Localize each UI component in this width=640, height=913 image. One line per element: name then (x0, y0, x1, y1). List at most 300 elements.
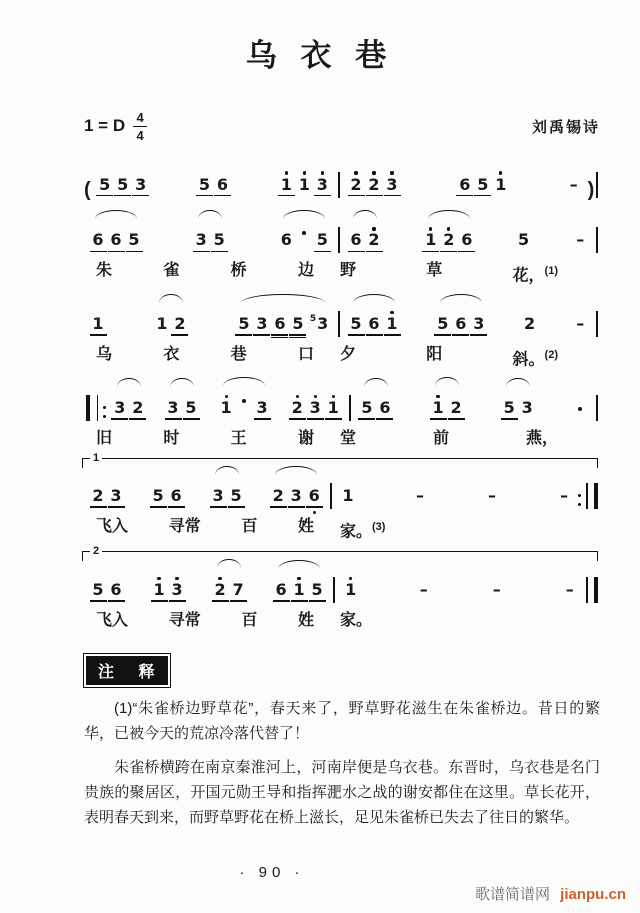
beam-underline (114, 195, 131, 197)
note (298, 226, 310, 259)
note-row (558, 482, 570, 515)
note-row (291, 394, 339, 427)
barline (596, 172, 598, 198)
note-digit (300, 231, 308, 241)
digit-glyph: 5 (361, 397, 373, 417)
beam-slot (574, 249, 586, 255)
digit-glyph: 5 (350, 313, 362, 333)
note (316, 226, 328, 259)
note-digit (110, 581, 121, 599)
lyrics-measure (84, 344, 326, 371)
beam-underline (314, 251, 331, 253)
note-digit (386, 176, 397, 194)
note-row (280, 171, 328, 204)
beam-slot (274, 333, 286, 339)
lyric-syllable: 桥 (230, 262, 247, 280)
beam-underline (169, 600, 186, 602)
slur-arc (506, 378, 530, 387)
digit-glyph: 3 (110, 485, 122, 505)
note-digit (368, 176, 379, 194)
note (503, 394, 515, 427)
lyric-syllable: 姓 (297, 517, 314, 535)
beam-slot (486, 505, 498, 511)
note (461, 226, 473, 259)
lyrics-line (84, 344, 600, 371)
digit-glyph: 5 (92, 580, 104, 600)
note-digit (221, 399, 232, 417)
note (152, 482, 164, 515)
beam-slot (238, 409, 250, 415)
note-digit (461, 231, 472, 249)
note-digit (274, 315, 285, 333)
beam-slot (316, 249, 328, 255)
beam-underline (168, 506, 185, 508)
note (153, 576, 165, 609)
digit-glyph: 2 (368, 174, 380, 194)
note-group (558, 466, 570, 515)
lyric-syllable: 朱 (96, 262, 113, 280)
note-digit (310, 315, 328, 333)
note-group (574, 386, 586, 427)
lyric-syllable: 旧 (96, 429, 113, 447)
beam-underline (196, 195, 213, 197)
digit-glyph: 3 (521, 397, 533, 417)
lyric-syllable: 飞入 (96, 517, 129, 535)
lyrics-line (84, 610, 600, 632)
note (443, 226, 455, 259)
slur-arc (159, 294, 183, 303)
digit-glyph: 1 (342, 485, 354, 505)
digit-glyph: 2 (132, 397, 144, 417)
digit-glyph: 5 (213, 230, 225, 250)
digit-glyph: 2 (272, 485, 284, 505)
digit-glyph: 3 (473, 313, 485, 333)
note-digit (504, 399, 515, 417)
beam-underline (151, 600, 168, 602)
beam-slot (256, 417, 268, 423)
beam-slot (110, 599, 122, 605)
beam-slot (232, 599, 244, 605)
beam-slot (473, 333, 485, 339)
note-group (238, 294, 328, 343)
slur-arc (198, 210, 222, 219)
note (99, 171, 111, 204)
barline (596, 311, 598, 337)
beam-slot (368, 249, 380, 255)
note-digit (99, 176, 110, 194)
note-group (92, 210, 140, 259)
beam-underline (458, 251, 475, 253)
notation-line (84, 294, 600, 343)
note (174, 310, 186, 343)
measure (84, 294, 336, 343)
note (230, 482, 242, 515)
note-row (345, 576, 357, 609)
beam-slot (230, 505, 242, 511)
beam-slot (272, 505, 284, 511)
note-group (291, 377, 339, 427)
note (212, 482, 224, 515)
thin-bar (586, 483, 588, 509)
lyric-syllable: 斜。$^{(2)}$ (512, 348, 558, 369)
annotation-ref: (3) (372, 520, 386, 533)
beam-underline (289, 337, 306, 339)
note-digit (379, 399, 390, 417)
time-signature (133, 111, 147, 142)
note (198, 171, 210, 204)
note (216, 171, 228, 204)
digit-glyph: 2 (523, 313, 536, 333)
thin-bar (586, 577, 588, 603)
note-group (156, 294, 186, 343)
barline (349, 395, 351, 421)
note-digit (432, 399, 443, 417)
note-digit (450, 399, 461, 417)
close-paren: ) (587, 178, 595, 201)
note-row (272, 482, 320, 515)
slur-arc (217, 559, 241, 568)
open-paren: ( (84, 178, 91, 201)
octave-dot (578, 494, 581, 497)
note-row (195, 226, 225, 259)
note (524, 310, 536, 343)
note (455, 310, 467, 343)
lyric-syllable: 飞入 (96, 612, 129, 630)
lyric-syllable: 边 (297, 262, 314, 280)
note-digit (368, 231, 379, 249)
digit-glyph: 3 (135, 174, 147, 194)
note-group (92, 294, 104, 343)
digit-glyph: 2 (368, 230, 380, 250)
watermark-site: 歌谱简谱网 (474, 886, 550, 903)
note-group (280, 154, 328, 204)
digit-glyph: 3 (256, 313, 268, 333)
note-row (432, 394, 462, 427)
note (368, 226, 380, 259)
note (308, 482, 320, 515)
beam-underline (271, 334, 288, 336)
beam-underline (456, 195, 473, 197)
page-title: 乌 衣 巷 (245, 38, 395, 73)
note (110, 482, 122, 515)
note (167, 394, 179, 427)
note-row (503, 394, 533, 427)
beam-slot (455, 333, 467, 339)
note-digit (114, 399, 125, 417)
note-row (238, 310, 328, 343)
note-group (153, 559, 183, 609)
barline (330, 483, 332, 509)
note-group (342, 466, 354, 515)
note-digit (488, 487, 496, 505)
note-group (524, 294, 536, 343)
digit-glyph: 1 (298, 174, 310, 194)
lyric-syllable: 家。 (340, 612, 373, 630)
beam-slot (214, 599, 226, 605)
beam-slot (368, 333, 380, 339)
note-group (574, 210, 586, 259)
note-digit (522, 399, 533, 417)
note (292, 310, 304, 343)
digit-glyph: 2 (214, 580, 226, 600)
thick-bar (594, 577, 598, 603)
note (425, 226, 437, 259)
beam-underline (288, 506, 305, 508)
note (92, 482, 104, 515)
beam-slot (298, 241, 310, 247)
beam-underline (348, 334, 365, 336)
note-digit (170, 487, 181, 505)
beam-slot (432, 417, 444, 423)
measure (106, 377, 347, 427)
note (238, 310, 250, 343)
lyric-syllable: 燕， (525, 429, 558, 447)
note-digit (281, 176, 292, 194)
note (275, 576, 287, 609)
lyric-syllable: 百 (241, 517, 258, 535)
note (135, 171, 147, 204)
beam-underline (434, 334, 451, 336)
note-group (350, 294, 398, 343)
note-group (350, 154, 398, 204)
note-row (491, 576, 503, 609)
digit-glyph: 2 (450, 397, 462, 417)
note-paragraph-2: 朱雀桥横跨在南京秦淮河上，河南岸便是乌衣巷。东晋时，乌衣巷是名门贵族的聚居区，开国元勋王导和指挥淝水之战的谢安都住在这里。草长花开，表明春天到来，而野草野花在桥上滋长，足见朱雀桥已失去了往日的繁华。 (84, 759, 600, 827)
note-digit (455, 315, 466, 333)
note-group (275, 560, 323, 609)
note-digit (566, 581, 574, 599)
note-digit (153, 581, 164, 599)
note-digit (386, 315, 397, 333)
lyric-syllable: 草 (426, 262, 443, 280)
digit-glyph: 3 (195, 230, 207, 250)
beam-underline (235, 334, 252, 336)
note-group (432, 377, 462, 427)
watermark (475, 883, 626, 904)
measure (84, 210, 336, 259)
note-digit (214, 581, 225, 599)
note (521, 394, 533, 427)
lyric-syllable: 阳 (426, 345, 443, 363)
note-digit (317, 231, 328, 249)
sheet-music-page (0, 30, 640, 903)
beam-slot (198, 194, 210, 200)
repeat-start-bar (84, 395, 106, 427)
note-digit (570, 176, 578, 194)
lyric-syllable: 乌 (96, 345, 113, 363)
digit-glyph: 3 (167, 397, 179, 417)
digit-glyph: 6 (92, 230, 104, 250)
beam-slot (310, 333, 328, 339)
note (361, 394, 373, 427)
beam-slot (110, 505, 122, 511)
note-digit (92, 581, 103, 599)
lyrics-line (84, 516, 600, 543)
note-digit (292, 399, 303, 417)
notes-header: 注 释 (84, 654, 170, 687)
note-row (92, 576, 122, 609)
digit-glyph: 5 (437, 313, 449, 333)
measure (84, 559, 331, 609)
measure (84, 466, 328, 515)
digit-glyph: – (560, 485, 569, 505)
beam-underline (366, 251, 383, 253)
note (291, 394, 303, 427)
note (345, 576, 357, 609)
note-group (486, 466, 498, 515)
slur-arc (95, 210, 137, 219)
note-digit (368, 315, 379, 333)
lyrics-measure (328, 260, 600, 287)
note-digit (213, 487, 224, 505)
slur-arc (170, 378, 194, 387)
lyric-syllable: 夕 (340, 345, 357, 363)
note (491, 576, 503, 609)
note (185, 394, 197, 427)
barline (338, 311, 340, 337)
thick-bar (594, 483, 598, 509)
note-digit (350, 231, 361, 249)
octave-dot (578, 503, 581, 506)
beam-underline (348, 195, 365, 197)
lyric-syllable: 堂 (340, 429, 357, 447)
digit-glyph: 2 (443, 230, 455, 250)
beam-underline (111, 418, 128, 420)
note-digit (171, 581, 182, 599)
beam-underline (452, 334, 469, 336)
beam-underline (90, 506, 107, 508)
beam-slot (450, 417, 462, 423)
note-digit (350, 315, 361, 333)
note-group (220, 377, 268, 427)
attribution: 刘禹锡诗 (531, 118, 600, 136)
note-group (518, 210, 530, 259)
note-group (152, 466, 182, 515)
digit-glyph: 3 (171, 580, 183, 600)
beam-slot (316, 194, 328, 200)
beam-slot (152, 505, 164, 511)
beam-slot (99, 194, 111, 200)
beam-underline (171, 334, 188, 336)
slur-arc (364, 378, 388, 387)
note-row (437, 310, 485, 343)
digit-glyph: 6 (216, 174, 229, 194)
note (342, 482, 354, 515)
digit-glyph: 3 (317, 313, 329, 333)
note-row (153, 576, 183, 609)
note-digit (135, 176, 146, 194)
beam-slot (386, 194, 398, 200)
beam-underline (230, 600, 247, 602)
measure (353, 377, 594, 427)
note-digit (92, 315, 103, 333)
key-signature (84, 111, 147, 142)
digit-glyph: 6 (308, 485, 320, 505)
note-digit (310, 399, 321, 417)
note (232, 576, 244, 609)
note-digit (576, 231, 584, 249)
note-group (459, 155, 507, 204)
augmentation-dot (578, 407, 582, 411)
beam-slot (280, 194, 292, 200)
lyrics-measure (328, 516, 600, 543)
beam-underline (214, 195, 231, 197)
note (518, 226, 530, 259)
note-digit (217, 176, 228, 194)
beam-slot (459, 194, 471, 200)
beam-underline (470, 334, 487, 336)
digit-glyph: 6 (455, 313, 467, 333)
note-digit (576, 315, 584, 333)
beam-slot (425, 249, 437, 255)
note-digit (167, 399, 178, 417)
note-group (92, 466, 122, 515)
digit-glyph: 3 (212, 485, 224, 505)
note-row (574, 310, 586, 343)
slur-arc (241, 294, 325, 303)
note (272, 482, 284, 515)
barline (596, 227, 598, 253)
note-group (280, 210, 328, 259)
beam-slot (135, 194, 147, 200)
beam-slot (368, 194, 380, 200)
note-group (198, 155, 228, 204)
lyrics-measure (84, 260, 326, 287)
digit-glyph: – (492, 580, 501, 600)
note-digit (231, 487, 242, 505)
beam-slot (153, 599, 165, 605)
beam-underline (358, 418, 375, 420)
digit-glyph: 5 (311, 580, 323, 600)
beam-slot (437, 333, 449, 339)
beam-slot (345, 599, 357, 605)
content (84, 111, 600, 830)
note-row (418, 576, 430, 609)
note (170, 482, 182, 515)
note-row (198, 171, 228, 204)
beam-slot (256, 333, 268, 339)
slur-arc (275, 466, 317, 475)
beam-underline (270, 506, 287, 508)
note (459, 171, 471, 204)
beam-underline (228, 506, 245, 508)
note (495, 171, 507, 204)
beam-underline (440, 251, 457, 253)
measure (342, 154, 588, 204)
barline (338, 172, 340, 198)
beam-slot (92, 249, 104, 255)
digit-glyph: 5 (117, 174, 129, 194)
note (316, 171, 328, 204)
beam-slot (477, 194, 489, 200)
notation-line (84, 377, 600, 427)
beam-slot (132, 417, 144, 423)
beam-slot (521, 417, 533, 423)
digit-glyph: 5 (198, 174, 211, 194)
note-row (350, 171, 398, 204)
beam-slot (292, 333, 304, 339)
note-group (195, 210, 225, 259)
slur-arc (283, 210, 325, 219)
beam-slot (503, 417, 515, 423)
beam-underline (210, 506, 227, 508)
beam-underline (309, 600, 326, 602)
note-group (503, 378, 533, 427)
digit-glyph: 6 (110, 230, 122, 250)
measure (337, 559, 584, 609)
beam-slot (167, 417, 179, 423)
beam-underline (90, 334, 107, 336)
